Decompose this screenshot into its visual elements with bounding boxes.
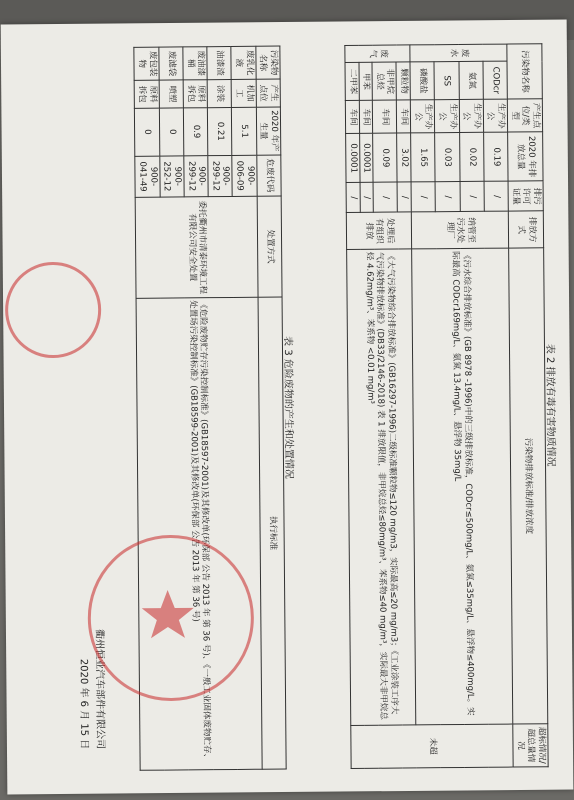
col-pollutant: 污染物名称 — [507, 44, 542, 100]
cell-name: 废包装物 — [134, 47, 159, 80]
disposal-method: 委托衢州市清泰环境工程有限公司安全处置 — [136, 196, 258, 298]
cell-name: CODcr — [483, 61, 508, 99]
cell-source: 生产办公 — [459, 100, 484, 133]
cell-name: 颗粒物 — [396, 62, 410, 100]
cell-amount: 5.1 — [232, 107, 257, 155]
cell-name: SS — [434, 61, 459, 99]
cell-name: 氨氮 — [459, 61, 484, 99]
cell-total: 0.0001 — [346, 134, 360, 183]
emission-table — [344, 43, 548, 769]
cell-amount: 0 — [135, 108, 160, 156]
cell-name: 非甲烷总烃 — [372, 62, 397, 100]
cell-source: 车间 — [373, 100, 398, 133]
cell-source: 机加工 — [232, 79, 256, 107]
cell-name: 甲苯 — [359, 62, 373, 100]
cell-source: 原料拆包 — [183, 80, 207, 108]
col-standard: 污染物排放标准/排放浓度 — [509, 248, 548, 724]
col-permit: 排污许可证量 — [508, 181, 543, 211]
cell-total: 0.03 — [435, 133, 460, 182]
cell-source: 原料拆包 — [135, 80, 159, 108]
col-method: 排放方式 — [508, 211, 543, 248]
cell-code: 900-041-49 — [135, 156, 160, 198]
cell-permit: / — [435, 182, 460, 212]
gas-standard: 《大气污染物综合排放标准》(GB16297-1996)二级标准颗粒物≤120 mg/m3，实际最高≤20 mg/m3；《工业涂装工序大气污染物排放标准》(DB33/2146-2018) 表 1 排放限值，非甲烷总烃≤80mg/m³、苯系物≤40 mg/m³，实际最大非甲烷总烃 4.62mg/m³、苯系物 <0.01 mg/m³ — [347, 249, 416, 726]
cell-source: 喷塑 — [159, 80, 183, 108]
col-code: 危废代码 — [257, 155, 282, 197]
col-standard: 执行标准 — [258, 297, 286, 769]
cell-source: 生产办公 — [435, 100, 460, 133]
company-seal — [87, 534, 254, 701]
cell-name: 废乳化液 — [231, 46, 256, 79]
cell-name: 磷酸盐 — [410, 62, 435, 100]
cell-source: 涂装 — [207, 79, 231, 107]
cell-permit: / — [411, 182, 436, 212]
water-standard: 《污水综合排放标准》(GB 8978 -1996)中的三级排放标准，CODcr≤500mg/L、氨氮≤35mg/L、悬浮物≤400mg/L。实际最高 CODcr169mg/L、氨氮 13.4mg/L、悬浮物 35mg/L — [412, 248, 513, 725]
cell-source: 车间 — [345, 101, 359, 134]
sign-date: 2020 年 6 月 15 日 — [77, 658, 90, 750]
col-disposal: 处置方式 — [257, 196, 282, 297]
water-method: 纳管至污水处理厂 — [411, 211, 508, 249]
cell-source: 车间 — [359, 100, 373, 133]
cell-amount: 0.21 — [208, 107, 233, 155]
col-exceed: 超标情况/超总量情况 — [513, 724, 548, 767]
cell-total: 3.02 — [397, 133, 411, 182]
stamp-small — [5, 262, 102, 359]
cell-permit: / — [460, 182, 485, 212]
star-icon — [90, 537, 245, 692]
cell-permit: / — [398, 182, 412, 212]
execution-standard: 《危险废物贮存污染控制标准》(GB18597-2001)及其修改单(环保部 公告 2013 年 第 36 号)、《一般工业固体废物贮存、处置场污染控制标准》(GB18599-2001)及其修改单(环保部 公告 2013 年 第 36 号) — [137, 297, 262, 770]
document-page — [1, 20, 574, 795]
gas-group-label: 废气 — [345, 45, 410, 63]
cell-name: 二甲苯 — [345, 62, 359, 100]
exceed-status: 未超 — [351, 724, 513, 768]
cell-source: 生产办公 — [483, 99, 508, 132]
cell-total: 0.0001 — [359, 133, 373, 182]
company-name: 衢州恒业汽车部件有限公司 — [93, 629, 106, 750]
water-group-label: 废水 — [410, 44, 507, 62]
cell-permit: / — [346, 183, 360, 213]
cell-total: 0.19 — [483, 132, 508, 181]
table-header-row — [507, 44, 548, 767]
table2-title: 表 2 排放有毒有害物质情况 — [543, 343, 557, 467]
cell-amount: 0.9 — [183, 108, 208, 156]
cell-code: 900-299-12 — [208, 155, 233, 197]
cell-amount: 0 — [159, 108, 184, 156]
cell-permit: / — [360, 183, 374, 213]
cell-name: 废滤袋 — [159, 47, 184, 80]
cell-permit: / — [484, 181, 509, 211]
cell-permit: / — [373, 182, 398, 212]
cell-total: 1.65 — [411, 133, 436, 182]
cell-name: 废油漆桶 — [183, 47, 208, 80]
cell-name: 油漆渣 — [207, 46, 232, 79]
cell-total: 0.09 — [373, 133, 398, 182]
col-source: 产生点位/类型 — [507, 99, 542, 132]
table3-title: 表 3 危险废物的产生和处置情况 — [281, 336, 295, 479]
cell-source: 车间 — [397, 100, 411, 133]
cell-source: 生产办公 — [410, 100, 435, 133]
col-total: 2020 年排放总量 — [508, 132, 543, 181]
col-pollutant: 污染物名称 — [256, 46, 281, 79]
col-amount: 2020 年产生量 — [256, 107, 281, 155]
col-source: 产生点位 — [256, 79, 280, 107]
cell-code: 900-006-09 — [232, 155, 257, 197]
gas-method: 处理后有组织排放 — [346, 212, 411, 249]
cell-code: 900-299-12 — [184, 155, 209, 197]
cell-total: 0.02 — [459, 132, 484, 181]
cell-code: 900-252-12 — [160, 155, 185, 197]
